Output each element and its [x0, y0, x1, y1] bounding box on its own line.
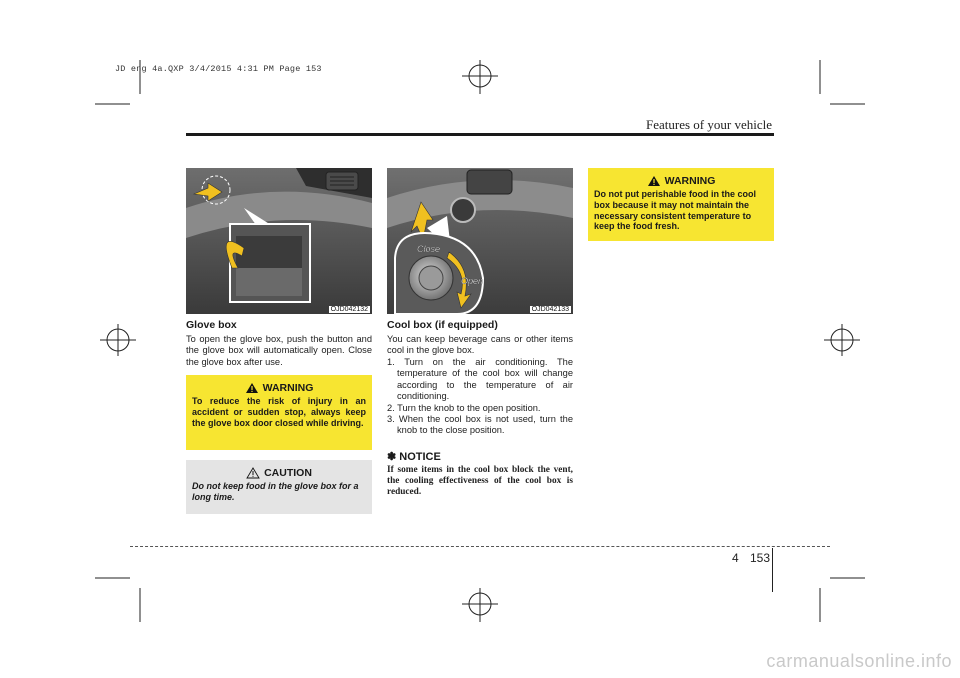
- notice-symbol-icon: ✽: [387, 451, 397, 463]
- chapter-number: 4: [731, 551, 739, 565]
- cool-box-heading: Cool box (if equipped): [387, 319, 498, 331]
- cool-box-warning: [588, 168, 774, 241]
- glove-box-caution: [186, 460, 372, 514]
- notice-heading: [387, 450, 441, 463]
- glove-box-warning: [186, 375, 372, 450]
- section-title: Features of your vehicle: [646, 117, 772, 132]
- page-separator: [772, 548, 773, 592]
- warning-text: To reduce the risk of injury in an accident or sudden stop, always keep the glove box door closed while driving.: [192, 396, 366, 428]
- open-position-label: Open: [461, 276, 484, 286]
- warning-header: [594, 175, 768, 187]
- watermark: carmanualsonline.info: [766, 651, 952, 671]
- title-rule: [186, 133, 774, 136]
- cool-box-steps: [387, 357, 573, 437]
- glove-box-figure: [186, 168, 372, 314]
- figure-code: OJD042133: [531, 306, 569, 313]
- caution-text: Do not keep food in the glove box for a long time.: [192, 481, 359, 502]
- caution-title: CAUTION: [264, 467, 312, 479]
- warning-triangle-icon: [647, 175, 661, 187]
- notice-text: If some items in the cool box block the vent, the cooling effectiveness of the cool box is reduced.: [387, 465, 573, 498]
- warning-text: Do not put perishable food in the cool box because it may not maintain the necessary consistent temperature to keep the food fresh.: [594, 189, 756, 232]
- page-number: [732, 551, 770, 565]
- glove-box-illustration: [186, 168, 372, 314]
- footer-rule: [130, 546, 830, 547]
- print-header: JD eng 4a.QXP 3/4/2015 4:31 PM Page 153: [115, 64, 322, 74]
- glove-box-heading: Glove box: [186, 319, 237, 331]
- close-position-label: Close: [417, 244, 441, 254]
- warning-header: [192, 382, 366, 394]
- cool-box-step: 1. Turn on the air conditioning. The temperature of the cool box will change according to the temperature of air conditioning.: [387, 357, 573, 402]
- caution-triangle-icon: [246, 467, 260, 479]
- cool-box-illustration: [387, 168, 573, 314]
- cool-box-figure: [387, 168, 573, 314]
- caution-header: [192, 467, 366, 479]
- figure-code: OJD042132: [330, 306, 368, 313]
- warning-title: WARNING: [262, 382, 314, 394]
- cool-box-step: 3. When the cool box is not used, turn the knob to the close position.: [387, 414, 573, 436]
- cool-box-intro: You can keep beverage cans or other items cool in the glove box.: [387, 334, 573, 356]
- page-number-value: 153: [749, 551, 770, 565]
- notice-title: NOTICE: [399, 451, 441, 463]
- warning-triangle-icon: [245, 382, 259, 394]
- glove-box-body: To open the glove box, push the button and the glove box will automatically open. Close the glove box after use.: [186, 334, 372, 367]
- warning-title: WARNING: [664, 175, 716, 187]
- cool-box-step: 2. Turn the knob to the open position.: [387, 402, 541, 413]
